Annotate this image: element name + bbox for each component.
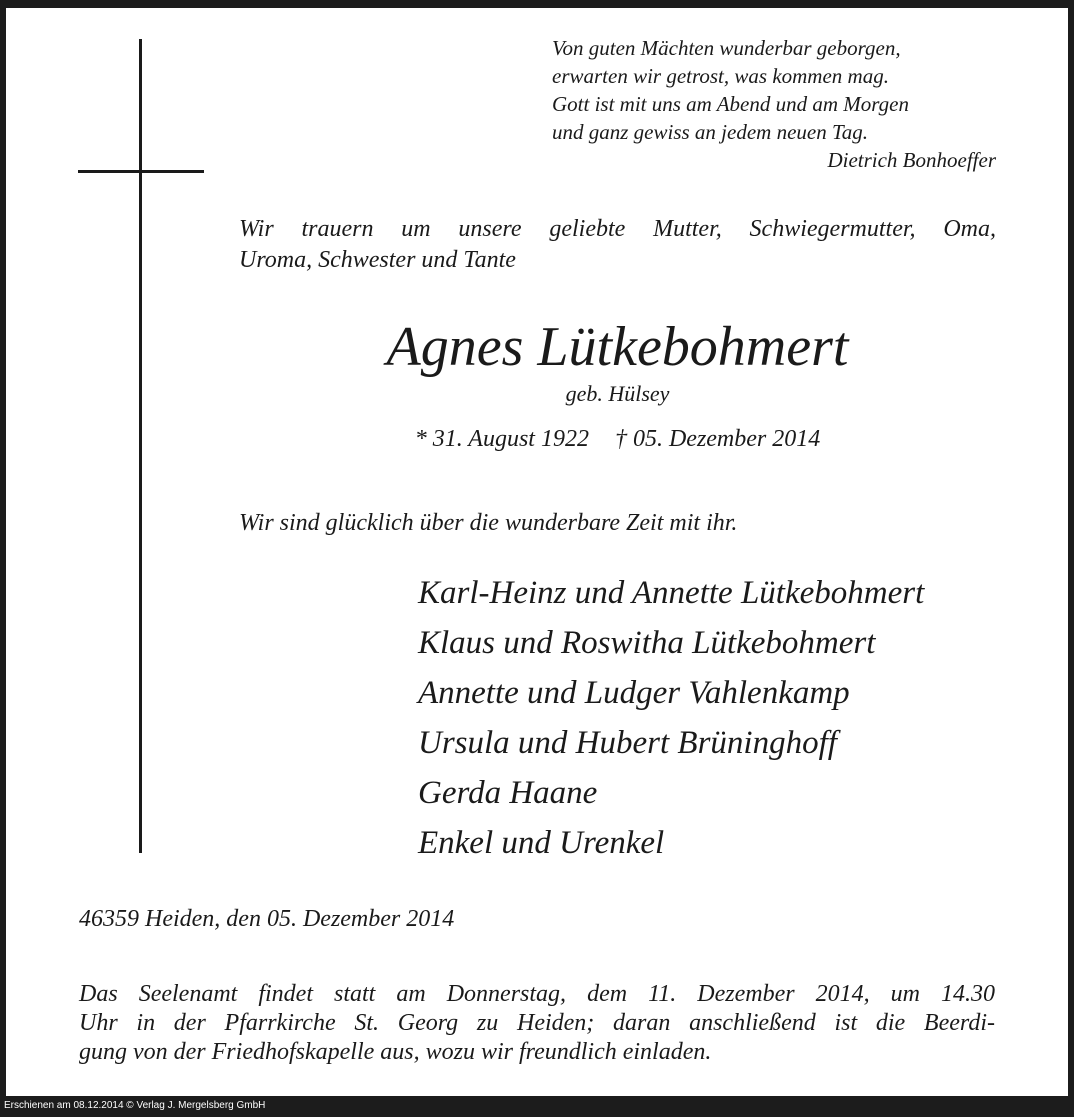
funeral-line-3: gung von der Friedhofskapelle aus, wozu wir freundlich einladen. — [79, 1039, 712, 1065]
mourner-entry: Klaus und Roswitha Lütkebohmert — [418, 625, 876, 661]
mourner-entry: Annette und Ludger Vahlenkamp — [418, 675, 850, 711]
mourner-entry: Enkel und Urenkel — [418, 825, 665, 861]
funeral-line-2: Uhr in der Pfarrkirche St. Georg zu Heiden; daran anschließend ist die Beerdi- — [79, 1010, 995, 1036]
mourning-intro — [239, 214, 996, 276]
poem-author: Dietrich Bonhoeffer — [827, 148, 996, 172]
poem-line: erwarten wir getrost, was kommen mag. — [552, 64, 889, 88]
obituary-notice — [6, 8, 1068, 1096]
bonhoeffer-poem — [552, 34, 998, 174]
deceased-name: Agnes Lütkebohmert — [386, 316, 849, 378]
mourner-entry: Ursula und Hubert Brüninghoff — [418, 725, 837, 761]
life-dates — [239, 424, 996, 454]
intro-line-1: Wir trauern um unsere geliebte Mutter, Schwiegermutter, Oma, — [239, 216, 996, 242]
publication-footer: Erschienen am 08.12.2014 © Verlag J. Mergelsberg GmbH — [4, 1100, 266, 1111]
birth-date: * 31. August 1922 — [414, 426, 589, 452]
mourners-list — [418, 568, 1018, 868]
poem-line: und ganz gewiss an jedem neuen Tag. — [552, 120, 868, 144]
funeral-line-1: Das Seelenamt findet statt am Donnerstag, dem 11. Dezember 2014, um 14.30 — [79, 981, 995, 1007]
cross-vertical-bar — [139, 39, 142, 853]
mourner-entry: Karl-Heinz und Annette Lütkebohmert — [418, 575, 925, 611]
intro-line-2: Uroma, Schwester und Tante — [239, 247, 516, 273]
poem-line: Gott ist mit uns am Abend und am Morgen — [552, 92, 909, 116]
maiden-name: geb. Hülsey — [565, 381, 670, 406]
death-date: † 05. Dezember 2014 — [614, 426, 821, 452]
cross-horizontal-bar — [78, 170, 204, 173]
place-and-date: 46359 Heiden, den 05. Dezember 2014 — [79, 906, 455, 932]
funeral-info — [79, 980, 995, 1067]
mourner-entry: Gerda Haane — [418, 775, 598, 811]
poem-line: Von guten Mächten wunderbar geborgen, — [552, 36, 901, 60]
family-message: Wir sind glücklich über die wunderbare Zeit mit ihr. — [239, 510, 738, 536]
